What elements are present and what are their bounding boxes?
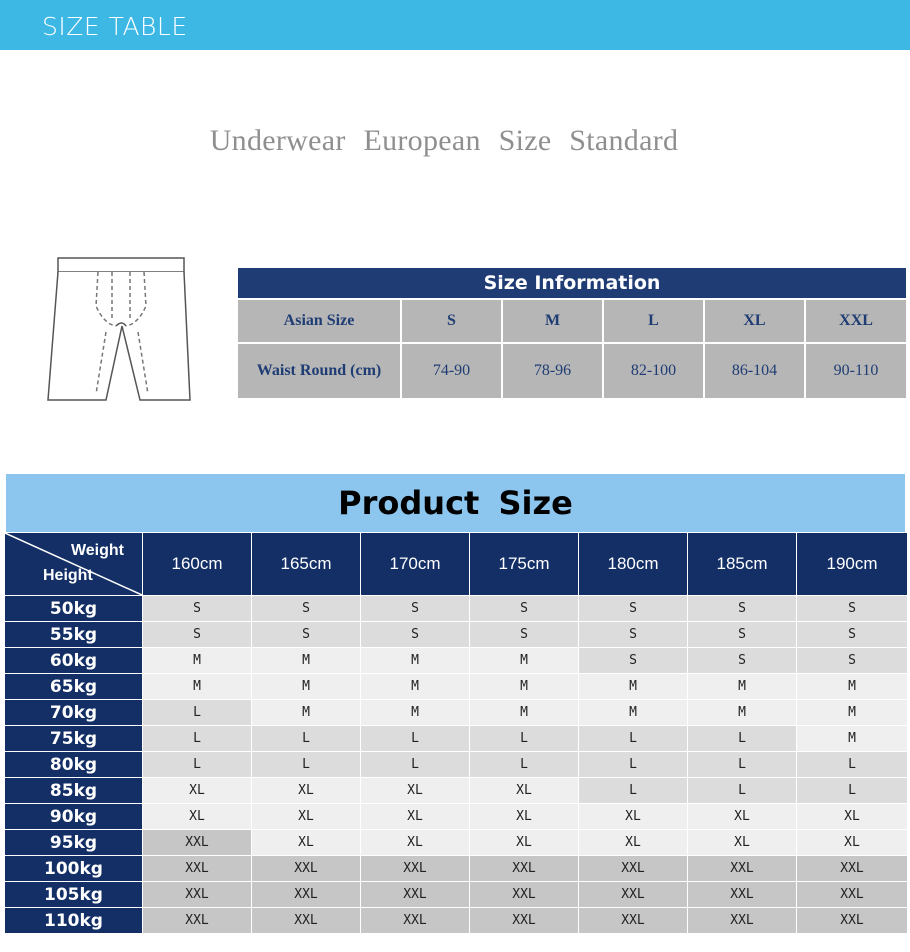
table-row [5, 778, 908, 804]
size-cell: M [579, 700, 688, 726]
product-size-title: Product Size [6, 474, 905, 532]
size-information-table [236, 266, 908, 400]
size-cell: XXL [143, 882, 252, 908]
size-cell: L [143, 726, 252, 752]
size-cell: S [797, 622, 908, 648]
size-cell: S [688, 648, 797, 674]
table-row [5, 622, 908, 648]
weight-row-header: 90kg [5, 804, 143, 830]
banner-title: SIZE TABLE [42, 12, 188, 41]
size-cell: M [797, 726, 908, 752]
size-cell: M [252, 700, 361, 726]
weight-row-header: 95kg [5, 830, 143, 856]
size-cell: S [797, 596, 908, 622]
size-cell: S [579, 622, 688, 648]
size-cell: M [361, 674, 470, 700]
size-cell: L [579, 752, 688, 778]
size-cell: L [797, 778, 908, 804]
size-cell: M [579, 674, 688, 700]
height-column-header: 190cm [797, 533, 908, 596]
size-cell: XXL [797, 856, 908, 882]
size-cell: XL [797, 830, 908, 856]
size-cell: S [143, 596, 252, 622]
size-cell: M [361, 700, 470, 726]
height-column-header: 160cm [143, 533, 252, 596]
size-cell: M [470, 648, 579, 674]
page-heading: Underwear European Size Standard [209, 124, 679, 157]
size-cell: S [361, 622, 470, 648]
table-row [5, 596, 908, 622]
size-cell: XL [688, 830, 797, 856]
size-cell: XXL [252, 908, 361, 934]
size-cell: S [579, 596, 688, 622]
weight-row-header: 70kg [5, 700, 143, 726]
table-row [5, 648, 908, 674]
size-cell: M [797, 700, 908, 726]
size-cell: XXL [797, 882, 908, 908]
weight-row-header: 65kg [5, 674, 143, 700]
size-cell: L [252, 752, 361, 778]
size-cell: S [470, 622, 579, 648]
size-cell: XXL [797, 908, 908, 934]
size-cell: L [470, 752, 579, 778]
size-cell: L [688, 752, 797, 778]
size-cell: XXL [252, 856, 361, 882]
size-cell: M [252, 674, 361, 700]
size-cell: M [143, 674, 252, 700]
size-cell: XL [470, 804, 579, 830]
table-row [5, 830, 908, 856]
size-cell: XXL [688, 856, 797, 882]
table-row [5, 804, 908, 830]
size-label: XL [704, 299, 805, 343]
size-cell: XXL [579, 908, 688, 934]
size-cell: M [470, 700, 579, 726]
size-cell: M [688, 674, 797, 700]
boxer-shorts-icon [44, 254, 194, 408]
size-cell: XXL [470, 882, 579, 908]
size-cell: XL [252, 830, 361, 856]
table-row [5, 856, 908, 882]
size-cell: XXL [361, 882, 470, 908]
size-cell: S [688, 622, 797, 648]
size-cell: L [688, 726, 797, 752]
size-cell: XL [143, 778, 252, 804]
size-cell: XXL [252, 882, 361, 908]
size-cell: L [361, 726, 470, 752]
size-cell: XXL [361, 908, 470, 934]
size-cell: XL [470, 830, 579, 856]
size-cell: L [470, 726, 579, 752]
table-row [5, 700, 908, 726]
waist-value: 82-100 [603, 343, 704, 399]
size-table-body [5, 596, 908, 934]
size-label: L [603, 299, 704, 343]
weight-row-header: 110kg [5, 908, 143, 934]
size-label: XXL [805, 299, 907, 343]
height-column-header: 185cm [688, 533, 797, 596]
size-cell: XXL [470, 908, 579, 934]
top-banner [0, 0, 910, 50]
size-cell: S [143, 622, 252, 648]
table-row [5, 674, 908, 700]
size-cell: XL [579, 804, 688, 830]
size-cell: XXL [361, 856, 470, 882]
waist-value: 90-110 [805, 343, 907, 399]
size-cell: L [361, 752, 470, 778]
size-cell: S [579, 648, 688, 674]
corner-weight-label: Weight [70, 542, 124, 559]
size-cell: XL [470, 778, 579, 804]
size-label: M [502, 299, 603, 343]
waist-value: 86-104 [704, 343, 805, 399]
size-cell: L [143, 752, 252, 778]
asian-size-row [237, 299, 907, 343]
size-cell: XL [143, 804, 252, 830]
size-cell: XL [252, 804, 361, 830]
weight-row-header: 80kg [5, 752, 143, 778]
weight-height-corner [5, 533, 143, 596]
height-column-header: 180cm [579, 533, 688, 596]
size-cell: L [579, 726, 688, 752]
weight-row-header: 105kg [5, 882, 143, 908]
size-cell: M [470, 674, 579, 700]
size-cell: S [361, 596, 470, 622]
size-cell: XL [361, 804, 470, 830]
table-row [5, 882, 908, 908]
size-cell: XXL [688, 908, 797, 934]
size-cell: XL [361, 830, 470, 856]
size-cell: XL [252, 778, 361, 804]
size-cell: S [688, 596, 797, 622]
corner-height-label: Height [43, 567, 93, 584]
weight-row-header: 100kg [5, 856, 143, 882]
size-cell: S [470, 596, 579, 622]
size-cell: L [797, 752, 908, 778]
size-cell: M [252, 648, 361, 674]
weight-row-header: 55kg [5, 622, 143, 648]
size-cell: XXL [143, 856, 252, 882]
size-cell: L [579, 778, 688, 804]
size-cell: S [252, 596, 361, 622]
height-column-header: 175cm [470, 533, 579, 596]
weight-row-header: 85kg [5, 778, 143, 804]
table-row [5, 752, 908, 778]
size-cell: XXL [143, 908, 252, 934]
waist-value: 74-90 [401, 343, 502, 399]
waist-round-label: Waist Round (cm) [237, 343, 401, 399]
weight-row-header: 75kg [5, 726, 143, 752]
size-cell: XXL [579, 882, 688, 908]
size-cell: XL [579, 830, 688, 856]
table-row [5, 726, 908, 752]
size-cell: XXL [470, 856, 579, 882]
size-cell: XXL [688, 882, 797, 908]
size-cell: L [252, 726, 361, 752]
size-cell: S [797, 648, 908, 674]
weight-row-header: 60kg [5, 648, 143, 674]
product-size-table [4, 532, 908, 934]
size-cell: M [797, 674, 908, 700]
weight-row-header: 50kg [5, 596, 143, 622]
height-column-header: 165cm [252, 533, 361, 596]
size-information-title: Size Information [237, 267, 907, 299]
size-cell: XL [361, 778, 470, 804]
size-cell: L [143, 700, 252, 726]
waist-value: 78-96 [502, 343, 603, 399]
size-cell: XL [688, 804, 797, 830]
height-column-header: 170cm [361, 533, 470, 596]
height-header-row [5, 533, 908, 596]
size-cell: M [143, 648, 252, 674]
size-cell: M [688, 700, 797, 726]
table-row [5, 908, 908, 934]
waist-round-row [237, 343, 907, 399]
size-cell: XXL [143, 830, 252, 856]
size-cell: M [361, 648, 470, 674]
size-cell: S [252, 622, 361, 648]
asian-size-label: Asian Size [237, 299, 401, 343]
size-cell: L [688, 778, 797, 804]
size-cell: XXL [579, 856, 688, 882]
size-label: S [401, 299, 502, 343]
size-cell: XL [797, 804, 908, 830]
